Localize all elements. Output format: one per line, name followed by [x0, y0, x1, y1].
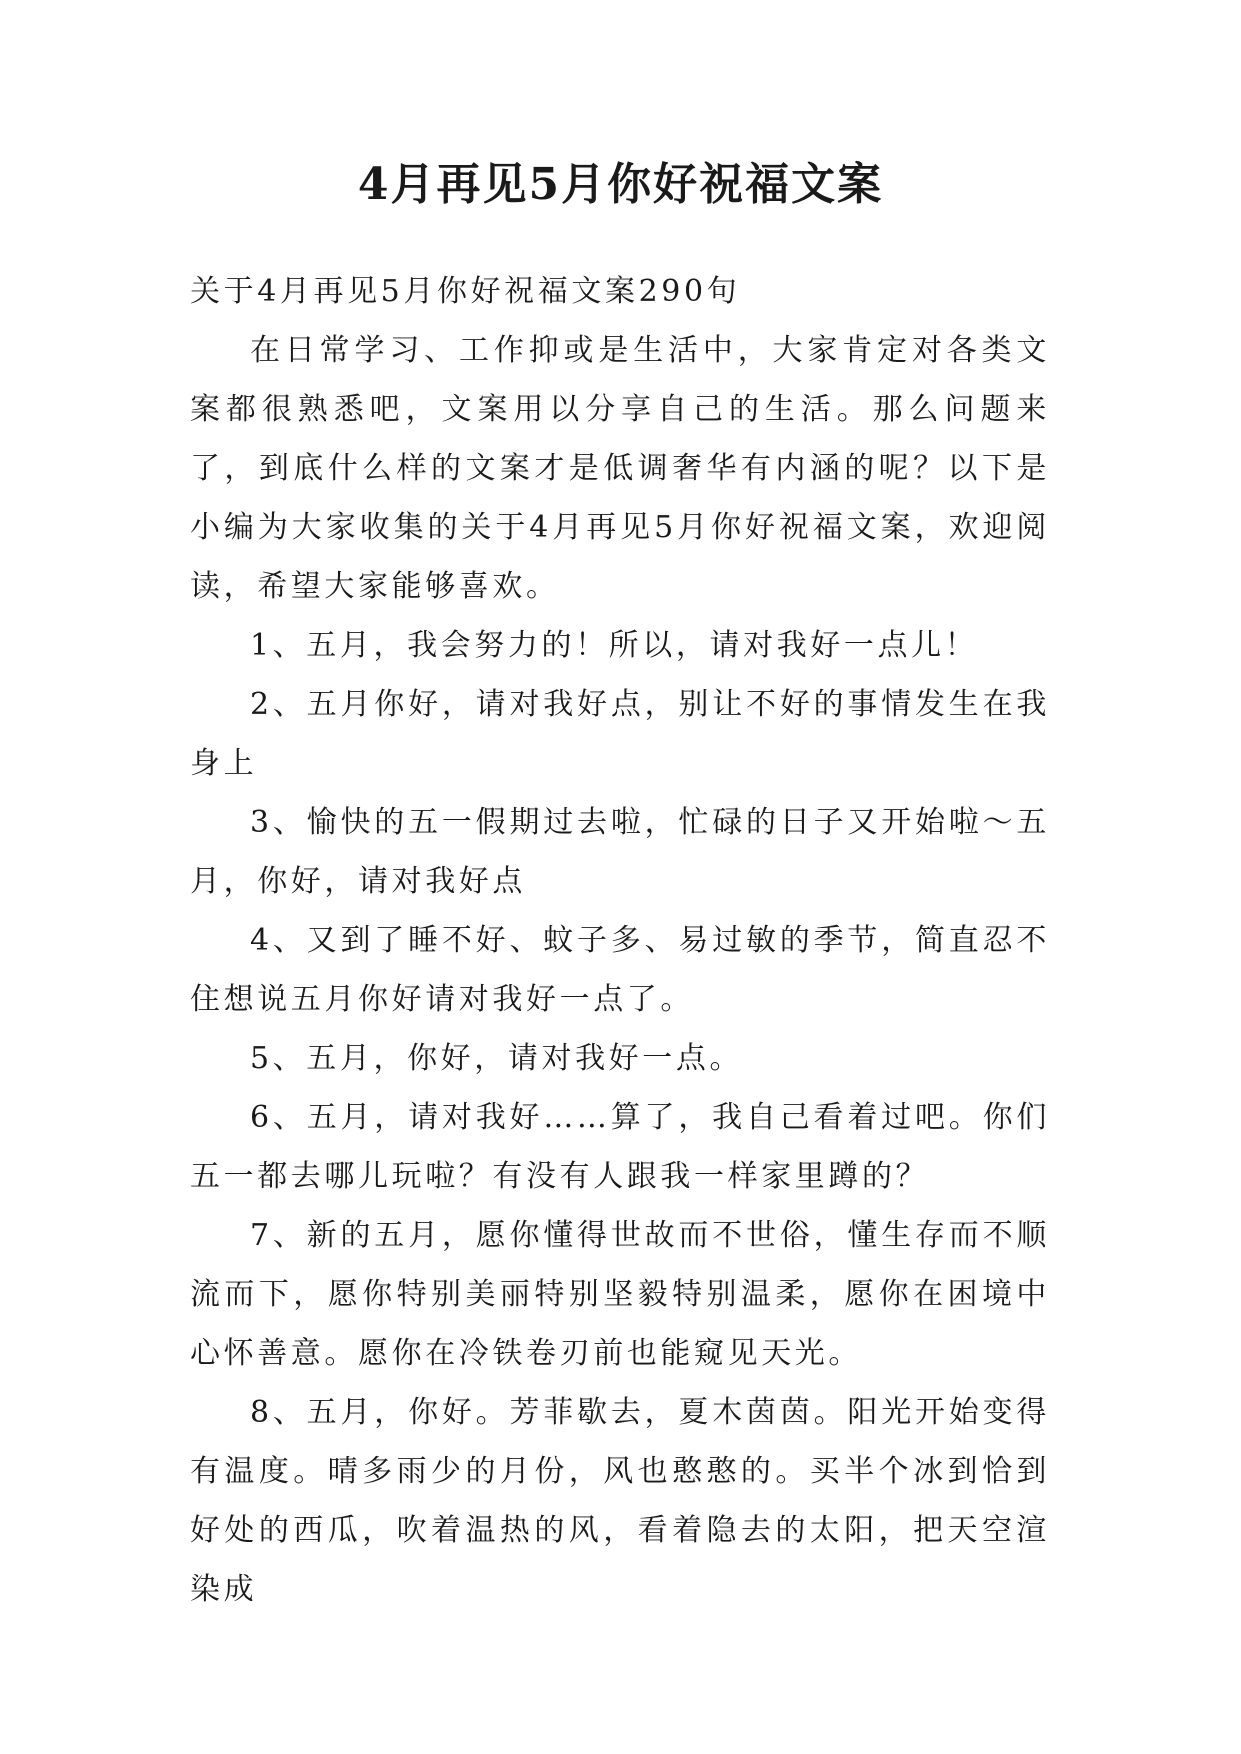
list-item: 2、五月你好，请对我好点，别让不好的事情发生在我身上 — [190, 687, 1050, 781]
document-title: 4月再见5月你好祝福文案 — [357, 159, 884, 210]
list-item: 8、五月，你好。芳菲歇去，夏木茵茵。阳光开始变得有温度。晴多雨少的月份，风也憨憨的。买半个冰到恰到好处的西瓜，吹着温热的风，看着隐去的太阳，把天空渲染成 — [190, 1395, 1050, 1607]
list-item: 7、新的五月，愿你懂得世故而不世俗，懂生存而不顺流而下，愿你特别美丽特别坚毅特别温柔，愿你在困境中心怀善意。愿你在冷铁卷刃前也能窥见天光。 — [190, 1218, 1050, 1371]
document-body — [190, 262, 1050, 1619]
list-item: 5、五月，你好，请对我好一点。 — [250, 1041, 744, 1076]
list-item: 3、愉快的五一假期过去啦，忙碌的日子又开始啦～五月，你好，请对我好点 — [190, 805, 1050, 899]
list-item: 1、五月，我会努力的！所以，请对我好一点儿！ — [250, 628, 979, 663]
intro-paragraph: 在日常学习、工作抑或是生活中，大家肯定对各类文案都很熟悉吧，文案用以分享自己的生活。那么问题来了，到底什么样的文案才是低调奢华有内涵的呢？以下是小编为大家收集的关于4月再见5月你好祝福文案，欢迎阅读，希望大家能够喜欢。 — [190, 333, 1050, 604]
list-item: 4、又到了睡不好、蚊子多、易过敏的季节，简直忍不住想说五月你好请对我好一点了。 — [190, 923, 1050, 1017]
document-subtitle: 关于4月再见5月你好祝福文案290句 — [190, 274, 741, 309]
list-item: 6、五月，请对我好……算了，我自己看着过吧。你们五一都去哪儿玩啦？有没有人跟我一样家里蹲的？ — [190, 1100, 1050, 1194]
